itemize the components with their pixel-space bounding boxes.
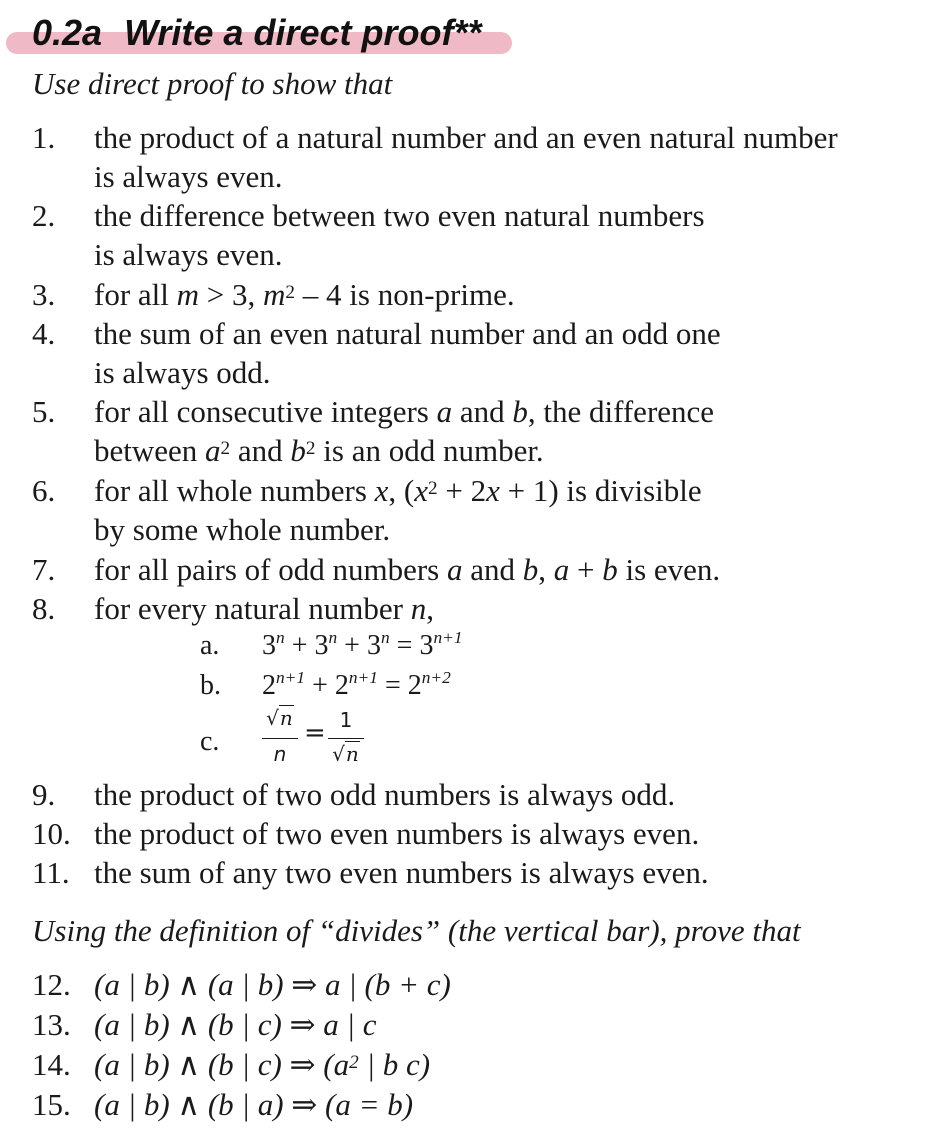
item-number: 15. (32, 1087, 71, 1122)
item-line: the sum of an even natural number and an odd one (94, 316, 721, 351)
item-expression: (a | b) ∧ (b | c) ⇒ ($a^2$ | b c) (94, 1047, 431, 1082)
sub-label: a. (200, 630, 220, 661)
item-line: the difference between two even natural numbers (94, 198, 705, 233)
item-line: is always even. (94, 159, 283, 194)
item-number: 14. (32, 1047, 71, 1082)
item-line: between $a^2$ and $b^2$ is an odd number. (94, 433, 544, 468)
item-number: 5. (32, 394, 56, 429)
item-number: 2. (32, 198, 56, 233)
fraction-denominator: n (273, 742, 287, 766)
equals-sign: = (304, 718, 326, 748)
item-line: for all consecutive integers a and b, the difference (94, 394, 715, 429)
item-number: 10. (32, 816, 71, 851)
fraction-bar (328, 738, 364, 739)
section-title: Write a direct proof** (124, 12, 482, 53)
item-expression: (a | b) ∧ (b | a) ⇒ (a = b) (94, 1087, 414, 1122)
item-line: by some whole number. (94, 512, 391, 547)
item-number: 3. (32, 277, 56, 312)
item-number: 8. (32, 591, 56, 626)
item-number: 4. (32, 316, 56, 351)
sub-label: b. (200, 670, 221, 701)
sub-equation: $3^n + 3^n + 3^n = 3^{n+1}$ (262, 628, 463, 661)
intro-divides: Using the definition of “divides” (the vertical bar), prove that (32, 913, 801, 948)
item-number: 12. (32, 967, 71, 1002)
item-line: for every natural number n, (94, 591, 435, 626)
sub-equation: $2^{n+1} + 2^{n+1} = 2^{n+2}$ (262, 668, 451, 701)
item-line: for all pairs of odd numbers a and b, a + b is even. (94, 552, 721, 587)
item-line: the sum of any two even numbers is always even. (94, 855, 709, 890)
sub-label: c. (200, 726, 220, 757)
section-number: 0.2a (32, 12, 103, 53)
item-number: 11. (32, 855, 70, 890)
item-line: the product of two even numbers is always even. (94, 816, 700, 851)
fraction-left (262, 706, 298, 768)
item-number: 7. (32, 552, 56, 587)
item-line: is always even. (94, 237, 283, 272)
fraction-numerator: √n (266, 706, 293, 730)
item-line: the product of a natural number and an even natural number (94, 120, 838, 155)
heading-text (32, 12, 481, 54)
item-number: 13. (32, 1007, 71, 1042)
fraction-right (328, 706, 364, 768)
fraction-denominator: √n (332, 742, 359, 766)
item-number: 9. (32, 777, 56, 812)
item-line: for all whole numbers x, $(x^2 + 2x + 1)$ is divisible (94, 473, 702, 508)
item-number: 1. (32, 120, 56, 155)
item-expression: (a | b) ∧ (b | c) ⇒ a | c (94, 1007, 377, 1042)
item-line: the product of two odd numbers is always odd. (94, 777, 676, 812)
fraction-numerator: 1 (339, 708, 353, 732)
fraction-bar (262, 738, 298, 739)
item-line: is always odd. (94, 355, 271, 390)
intro-direct-proof: Use direct proof to show that (32, 66, 393, 101)
item-number: 6. (32, 473, 56, 508)
item-expression: (a | b) ∧ (a | b) ⇒ a | (b + c) (94, 967, 451, 1002)
item-line: for all m > 3, $m^2 - 4$ is non-prime. (94, 277, 515, 312)
